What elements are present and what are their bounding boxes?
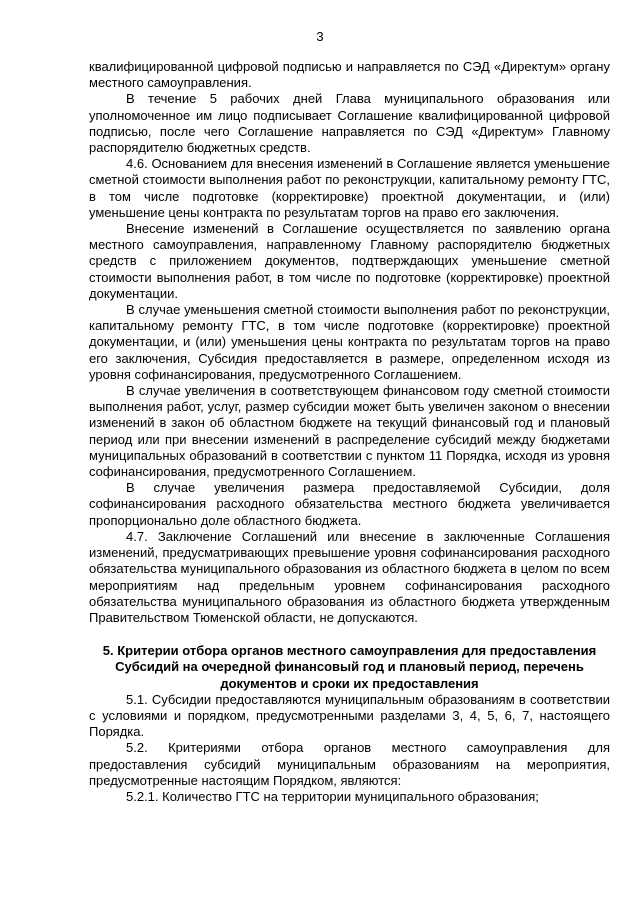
section-5-heading: 5. Критерии отбора органов местного самоуправления для предоставления Субсидий на очередной финансовый год и плановый период, перечень документов и сроки их предоставления	[102, 643, 597, 691]
paragraph-continuation: квалифицированной цифровой подписью и направляется по СЭД «Директум» органу местного самоуправления.	[89, 59, 610, 91]
paragraph-5-2-1: 5.2.1. Количество ГТС на территории муниципального образования;	[126, 788, 539, 804]
page-number: 3	[316, 29, 324, 44]
paragraph-5-2: 5.2. Критериями отбора органов местного самоуправления для предоставления субсидий муниципальным образованиям на мероприятия, предусмотренные настоящим Порядком, являются:	[89, 740, 610, 788]
paragraph-signing-deadline: В течение 5 рабочих дней Глава муниципального образования или уполномоченное им лицо подписывает Соглашение квалифицированной цифровой подписью, после чего Соглашение направляется по СЭД «Директум» Главному распорядителю бюджетных средств.	[89, 91, 610, 156]
paragraph-cost-decrease: В случае уменьшения сметной стоимости выполнения работ по реконструкции, капитальному ремонту ГТС, в том числе подготовке (корректировке) проектной документации, и (или) уменьшения цены контракта по результатам торгов на право его заключения, Субсидия предоставляется в размере, определенном исходя из уровня софинансирования, предусмотренного Соглашением.	[89, 302, 610, 382]
paragraph-4-7: 4.7. Заключение Соглашений или внесение в заключенные Соглашения изменений, предусматривающих превышение уровня софинансирования расходного обязательства муниципального образования из областного бюджета в целом по всем мероприятиям над предельным уровнем софинансирования расходного обязательства муниципального образования из областного бюджета утвержденным Правительством Тюменской области, не допускаются.	[89, 528, 610, 625]
paragraph-amendment-request: Внесение изменений в Соглашение осуществляется по заявлению органа местного самоуправления, направленному Главному распорядителю бюджетных средств с приложением документов, подтверждающих уменьшение сметной стоимости выполнения работ, в том числе по подготовке (корректировке) проектной документации.	[89, 221, 610, 301]
paragraph-subsidy-increase: В случае увеличения размера предоставляемой Субсидии, доля софинансирования расходного обязательства местного бюджета увеличивается пропорционально доле областного бюджета.	[89, 480, 610, 528]
paragraph-5-1: 5.1. Субсидии предоставляются муниципальным образованиям в соответствии с условиями и порядком, предусмотренными разделами 3, 4, 5, 6, 7, настоящего Порядка.	[89, 691, 610, 740]
paragraph-cost-increase: В случае увеличения в соответствующем финансовом году сметной стоимости выполнения работ, услуг, размер субсидии может быть увеличен законом о внесении изменений в закон об областном бюджете на текущий финансовый год и плановый период или при внесении изменений в распределение субсидий между бюджетами муниципальных образований в соответствии с пунктом 11 Порядка, исходя из уровня софинансирования, предусмотренного Соглашением.	[89, 383, 610, 480]
paragraph-4-6: 4.6. Основанием для внесения изменений в Соглашение является уменьшение сметной стоимости выполнения работ по реконструкции, капитальному ремонту ГТС, в том числе подготовке (корректировке) проектной документации, и (или) уменьшение цены контракта по результатам торгов на право его заключения.	[89, 156, 610, 220]
document-body	[89, 59, 610, 805]
